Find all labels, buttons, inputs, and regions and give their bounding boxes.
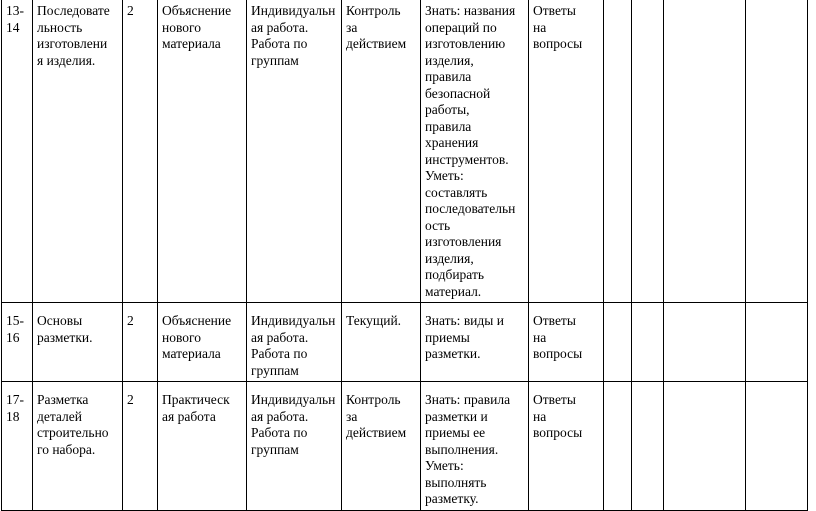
homework: Ответы на вопросы xyxy=(533,392,583,440)
lesson-plan-table xyxy=(1,0,808,511)
activity-form: Индивидуальн ая работа. Работа по группам xyxy=(251,3,336,68)
empty-cell xyxy=(604,382,632,511)
homework-cell xyxy=(529,303,604,382)
empty-cell xyxy=(664,0,746,303)
control-cell xyxy=(342,0,421,303)
control-type: Контроль за действием xyxy=(346,392,407,440)
empty-cell xyxy=(664,382,746,511)
homework-cell xyxy=(529,0,604,303)
lesson-type-cell xyxy=(158,303,247,382)
activity-form: Индивидуальн ая работа. Работа по группам xyxy=(251,313,336,378)
homework: Ответы на вопросы xyxy=(533,313,583,361)
empty-cell xyxy=(664,303,746,382)
homework-cell xyxy=(529,382,604,511)
empty-cell xyxy=(604,303,632,382)
control-cell xyxy=(342,303,421,382)
empty-cell xyxy=(632,0,664,303)
activity-cell xyxy=(247,0,342,303)
control-cell xyxy=(342,382,421,511)
requirements: Знать: названия операций по изготовлению изделия, правила безопасной работы, правила хранения инструментов. Уметь: составлять последовательн ость изготовления изделия, подбирать материал. xyxy=(425,3,516,299)
lesson-number-cell xyxy=(2,382,33,511)
lesson-number-cell xyxy=(2,0,33,303)
lesson-topic: Последовате льность изготовлени я изделия. xyxy=(37,3,110,68)
control-type: Текущий. xyxy=(346,313,402,328)
lesson-number: 15- 16 xyxy=(6,313,24,345)
activity-cell xyxy=(247,303,342,382)
table-row xyxy=(2,0,808,303)
lesson-type-cell xyxy=(158,0,247,303)
lesson-hours: 2 xyxy=(127,3,134,18)
topic-cell xyxy=(33,382,123,511)
lesson-hours: 2 xyxy=(127,392,134,407)
empty-cell xyxy=(746,0,808,303)
activity-form: Индивидуальн ая работа. Работа по группам xyxy=(251,392,336,457)
lesson-topic: Разметка деталей строительно го набора. xyxy=(37,392,109,457)
lesson-type: Практическ ая работа xyxy=(162,392,230,424)
lesson-topic: Основы разметки. xyxy=(37,313,93,345)
hours-cell xyxy=(123,303,158,382)
requirements-cell xyxy=(421,0,529,303)
topic-cell xyxy=(33,303,123,382)
requirements-cell xyxy=(421,382,529,511)
empty-cell xyxy=(604,0,632,303)
hours-cell xyxy=(123,0,158,303)
table-row xyxy=(2,382,808,511)
table-row xyxy=(2,303,808,382)
lesson-type: Объяснение нового материала xyxy=(162,3,232,51)
topic-cell xyxy=(33,0,123,303)
empty-cell xyxy=(746,382,808,511)
activity-cell xyxy=(247,382,342,511)
lesson-hours: 2 xyxy=(127,313,134,328)
lesson-number-cell xyxy=(2,303,33,382)
lesson-type-cell xyxy=(158,382,247,511)
lesson-number: 13- 14 xyxy=(6,3,24,35)
lesson-type: Объяснение нового материала xyxy=(162,313,232,361)
requirements: Знать: правила разметки и приемы ее выполнения. Уметь: выполнять разметку. xyxy=(425,392,511,506)
homework: Ответы на вопросы xyxy=(533,3,583,51)
empty-cell xyxy=(746,303,808,382)
empty-cell xyxy=(632,303,664,382)
empty-cell xyxy=(632,382,664,511)
lesson-number: 17- 18 xyxy=(6,392,24,424)
hours-cell xyxy=(123,382,158,511)
requirements: Знать: виды и приемы разметки. xyxy=(425,313,504,361)
requirements-cell xyxy=(421,303,529,382)
control-type: Контроль за действием xyxy=(346,3,407,51)
